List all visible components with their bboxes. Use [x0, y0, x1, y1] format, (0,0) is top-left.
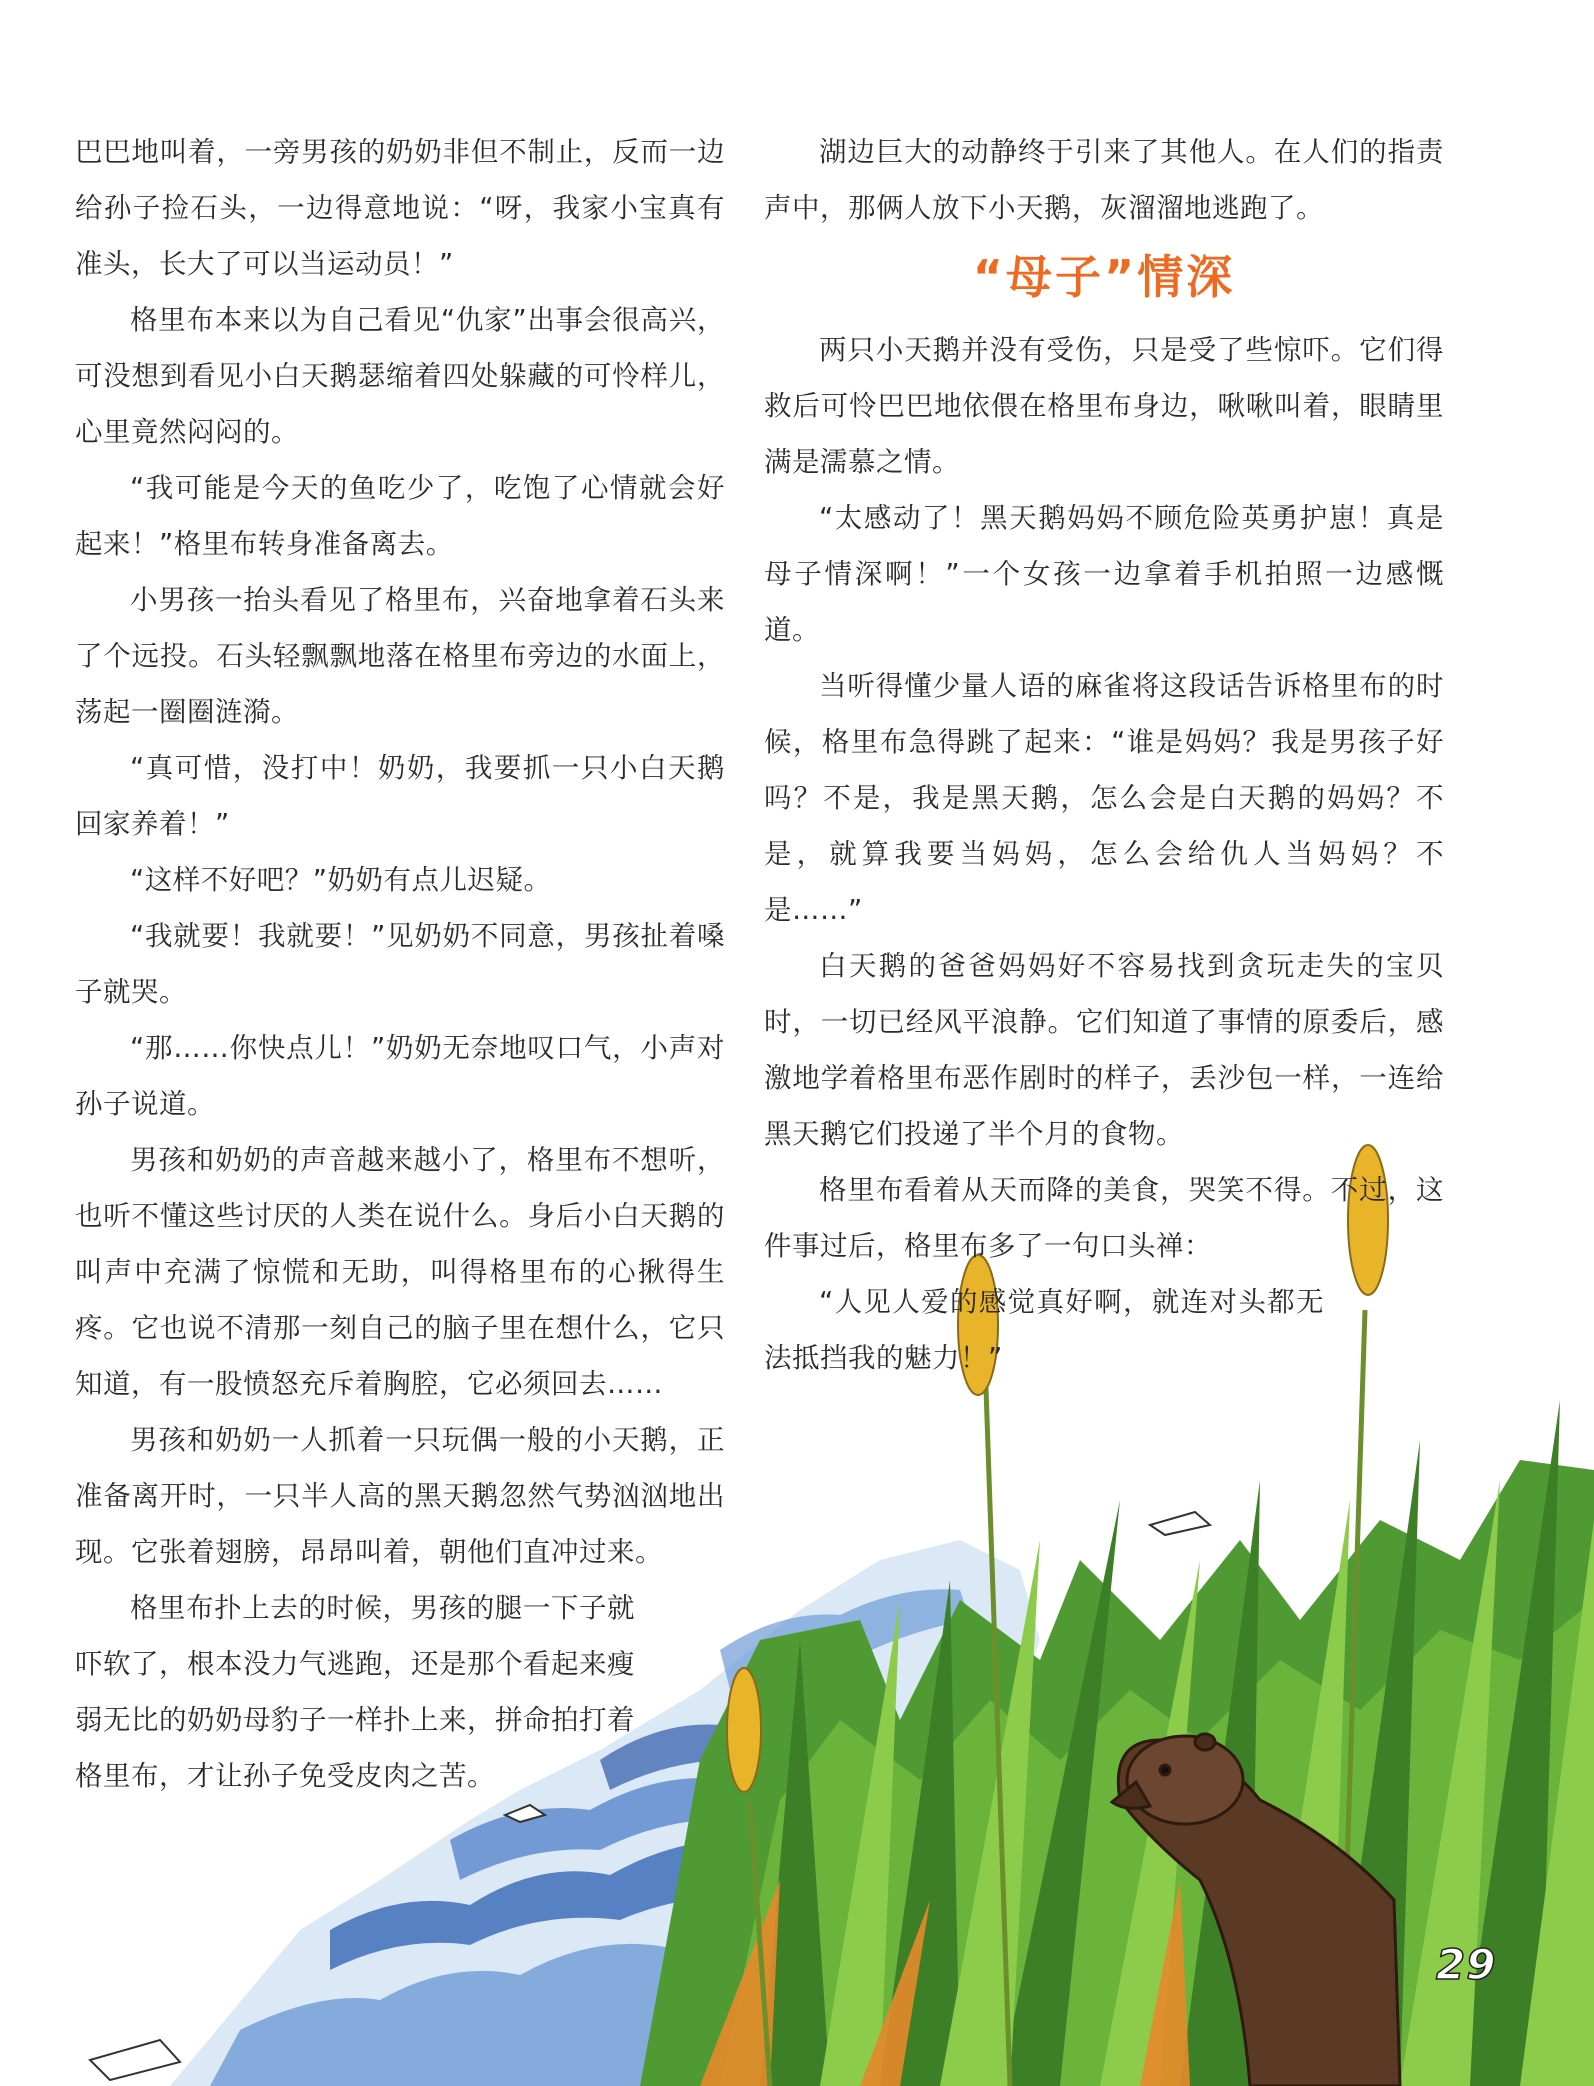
paragraph: 湖边巨大的动静终于引来了其他人。在人们的指责声中，那俩人放下小天鹅，灰溜溜地逃跑了。	[764, 136, 1444, 224]
paragraph: “那……你快点儿！”奶奶无奈地叹口气，小声对孙子说道。	[75, 1032, 725, 1120]
paragraph: 格里布本来以为自己看见“仇家”出事会很高兴，可没想到看见小白天鹅瑟缩着四处躲藏的可怜样儿，心里竟然闷闷的。	[75, 304, 725, 448]
paragraph: “太感动了！黑天鹅妈妈不顾危险英勇护崽！真是母子情深啊！”一个女孩一边拿着手机拍照一边感慨道。	[764, 502, 1444, 646]
section-heading: “母子”情深	[972, 250, 1236, 304]
paragraph: 男孩和奶奶一人抓着一只玩偶一般的小天鹅，正准备离开时，一只半人高的黑天鹅忽然气势汹汹地出现。它张着翅膀，昂昂叫着，朝他们直冲过来。	[75, 1424, 725, 1568]
paragraph: “真可惜，没打中！奶奶，我要抓一只小白天鹅回家养着！”	[75, 752, 725, 840]
closing-paragraph-wrap	[764, 1274, 1444, 1386]
paragraph: 两只小天鹅并没有受伤，只是受了些惊吓。它们得救后可怜巴巴地依偎在格里布身边，啾啾叫着，眼睛里满是濡慕之情。	[764, 334, 1444, 478]
paragraph: 格里布看着从天而降的美食，哭笑不得。不过，这件事过后，格里布多了一句口头禅：	[764, 1174, 1444, 1262]
paragraph: 当听得懂少量人语的麻雀将这段话告诉格里布的时候，格里布急得跳了起来：“谁是妈妈？我是男孩子好吗？不是，我是黑天鹅，怎么会是白天鹅的妈妈？不是，就算我要当妈妈，怎么会给仇人当妈妈？不是……”	[764, 670, 1444, 926]
paragraph: 男孩和奶奶的声音越来越小了，格里布不想听，也听不懂这些讨厌的人类在说什么。身后小白天鹅的叫声中充满了惊慌和无助，叫得格里布的心揪得生疼。它也说不清那一刻自己的脑子里在想什么，它只知道，有一股愤怒充斥着胸腔，它必须回去……	[75, 1144, 725, 1400]
paragraph: “人见人爱的感觉真好啊，就连对头都无法抵挡我的魅力！”	[764, 1286, 1324, 1374]
paragraph: “这样不好吧？”奶奶有点儿迟疑。	[130, 864, 552, 896]
paragraph: “我可能是今天的鱼吃少了，吃饱了心情就会好起来！”格里布转身准备离去。	[75, 472, 725, 560]
last-paragraph-wrap	[75, 1580, 725, 1804]
paragraph: 白天鹅的爸爸妈妈好不容易找到贪玩走失的宝贝时，一切已经风平浪静。它们知道了事情的原委后，感激地学着格里布恶作剧时的样子，丢沙包一样，一连给黑天鹅它们投递了半个月的食物。	[764, 950, 1444, 1150]
paragraph: 巴巴地叫着，一旁男孩的奶奶非但不制止，反而一边给孙子捡石头，一边得意地说：“呀，我家小宝真有准头，长大了可以当运动员！”	[75, 136, 725, 280]
paragraph: 格里布扑上去的时候，男孩的腿一下子就吓软了，根本没力气逃跑，还是那个看起来瘦弱无比的奶奶母豹子一样扑上来，拼命拍打着格里布，才让孙子免受皮肉之苦。	[75, 1592, 635, 1792]
right-text-column	[764, 124, 1444, 1386]
left-text-column	[75, 124, 725, 1804]
paragraph: 小男孩一抬头看见了格里布，兴奋地拿着石头来了个远投。石头轻飘飘地落在格里布旁边的水面上，荡起一圈圈涟漪。	[75, 584, 725, 728]
paragraph: “我就要！我就要！”见奶奶不同意，男孩扯着嗓子就哭。	[75, 920, 725, 1008]
floating-leaf	[90, 2040, 180, 2080]
page-number: 29	[1436, 1940, 1497, 1989]
